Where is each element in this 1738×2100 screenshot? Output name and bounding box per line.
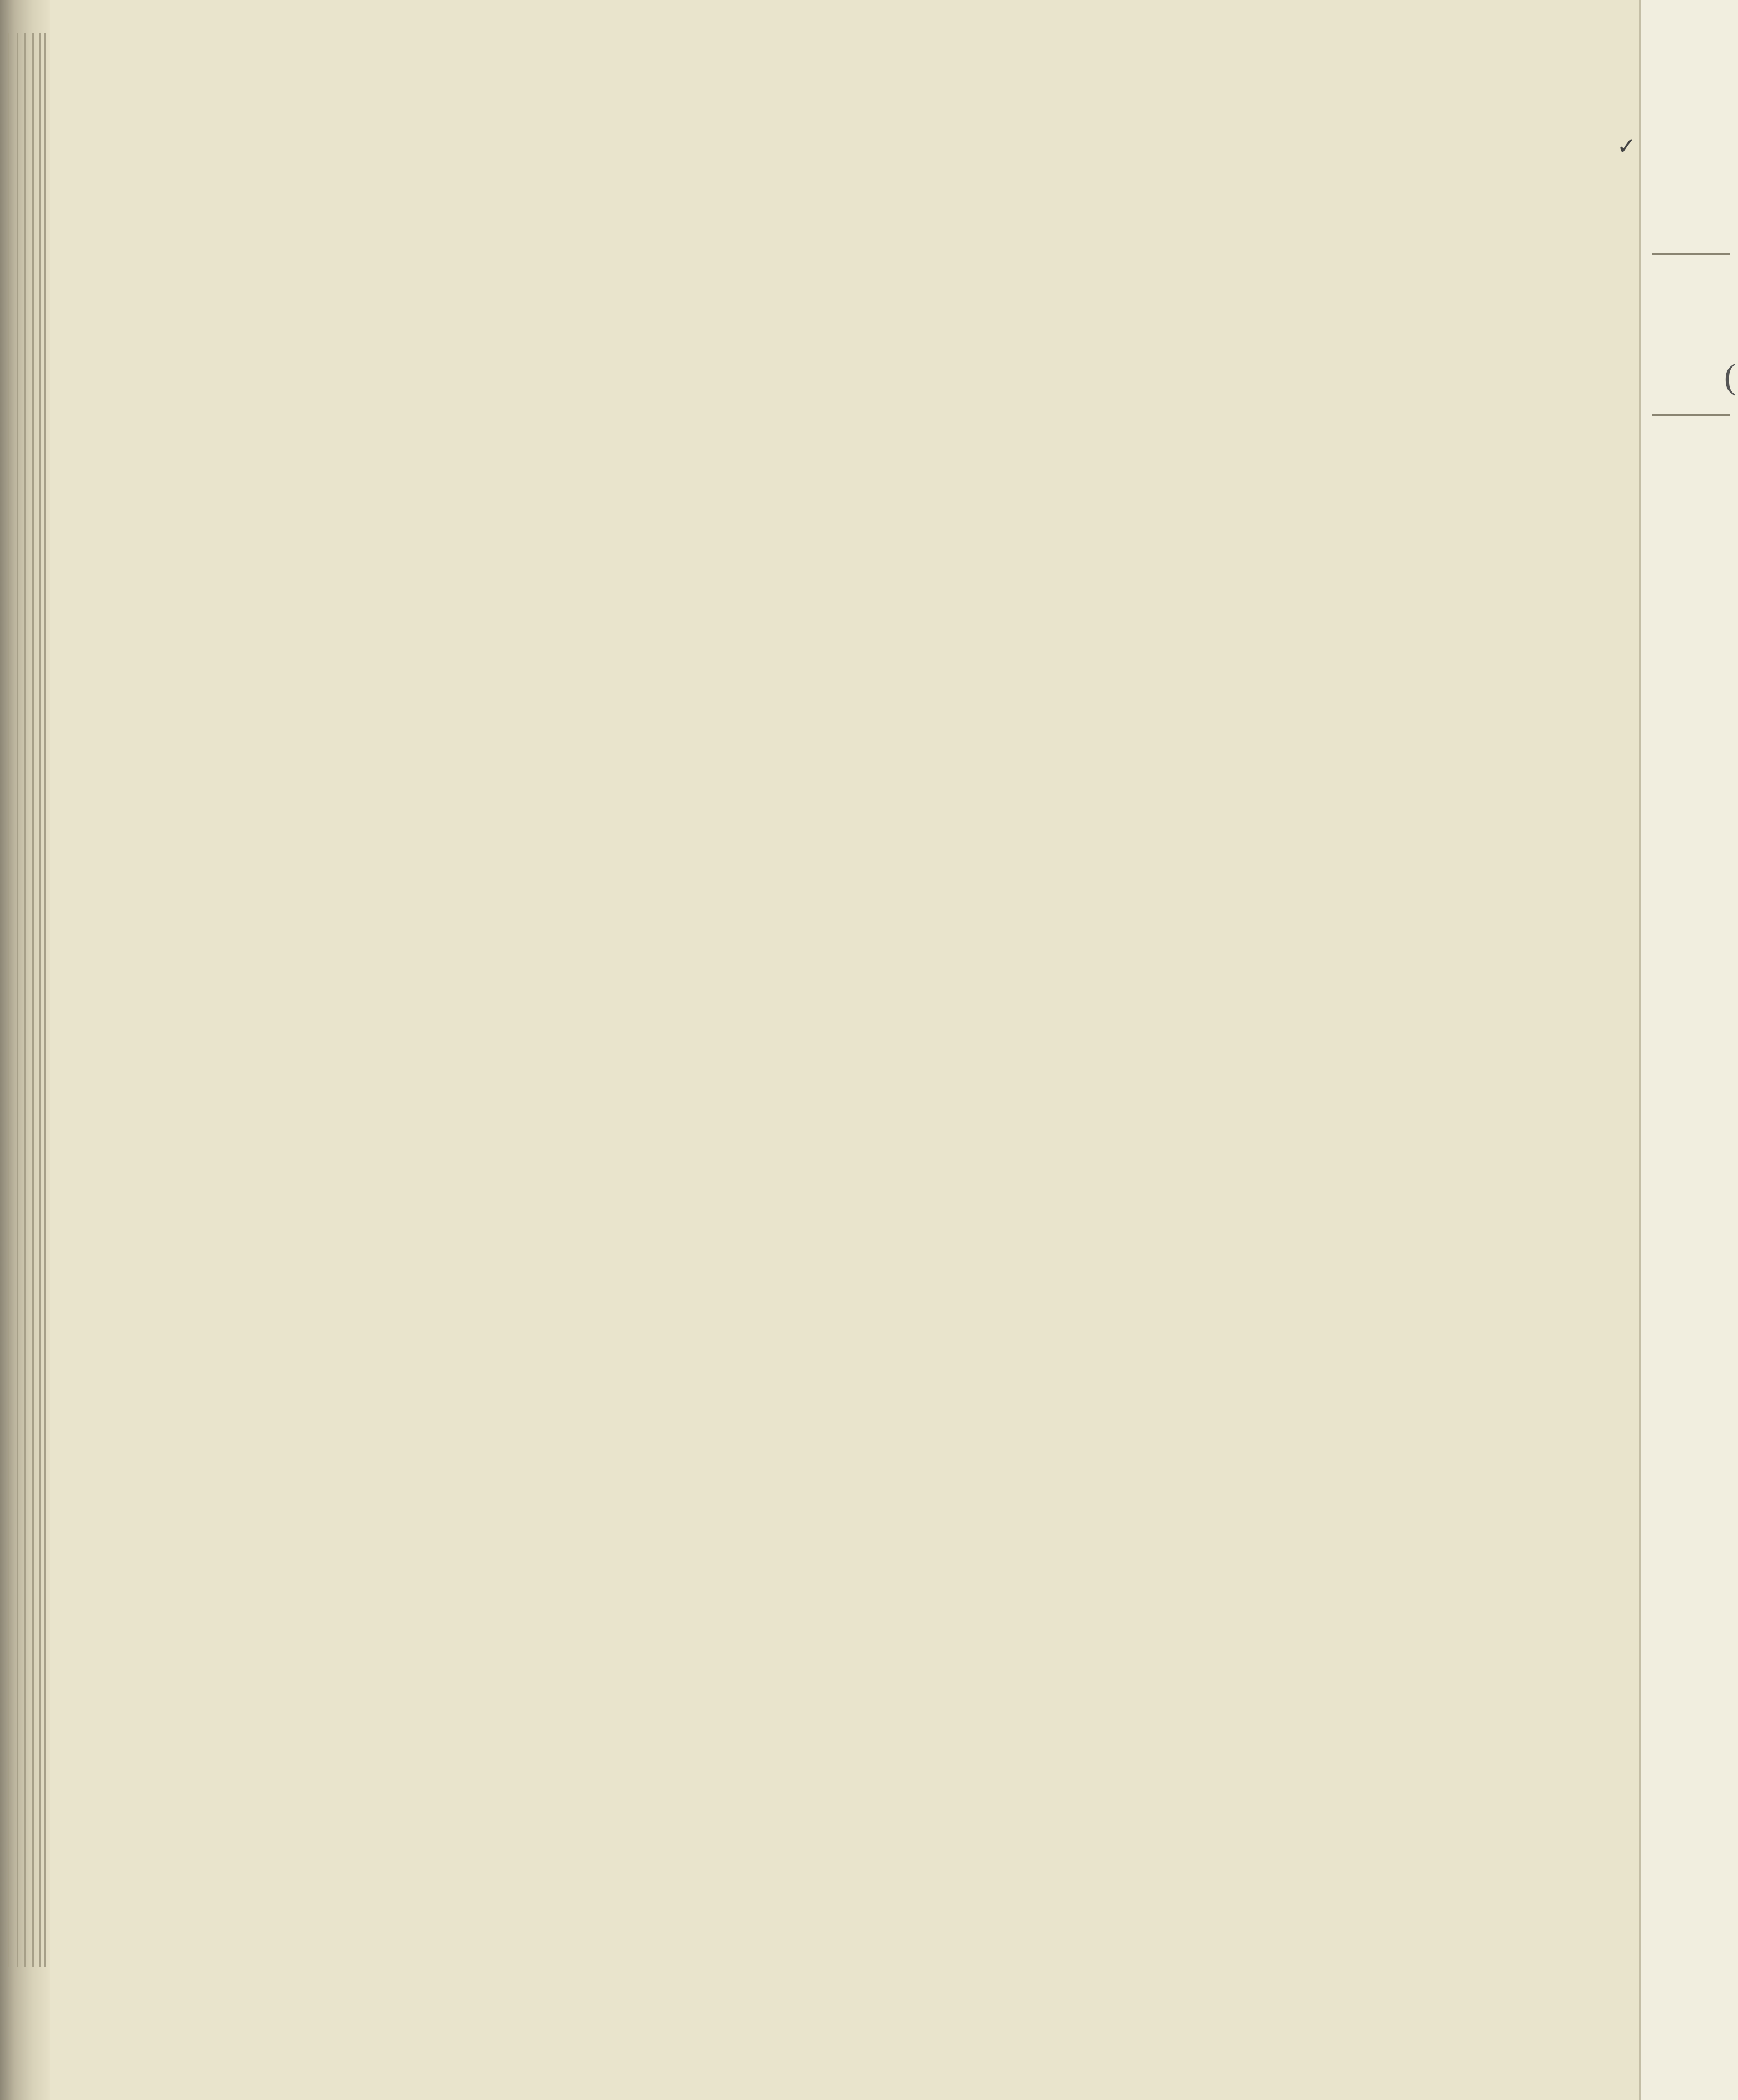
facing-page-edge bbox=[1639, 0, 1738, 2100]
page-edge-line bbox=[8, 33, 9, 1967]
margin-tick-mark: ✓ bbox=[1617, 134, 1637, 160]
page-edge-line bbox=[24, 33, 26, 1967]
page-edge-line bbox=[39, 33, 41, 1967]
page-gutter-left bbox=[0, 0, 50, 2100]
facing-page-fragment: ( bbox=[1724, 356, 1736, 396]
page-edge-line bbox=[17, 33, 18, 1967]
page-edge-line bbox=[32, 33, 34, 1967]
facing-page-rule bbox=[1652, 414, 1730, 416]
page-edge-line bbox=[44, 33, 46, 1967]
facing-page-rule bbox=[1652, 253, 1730, 255]
